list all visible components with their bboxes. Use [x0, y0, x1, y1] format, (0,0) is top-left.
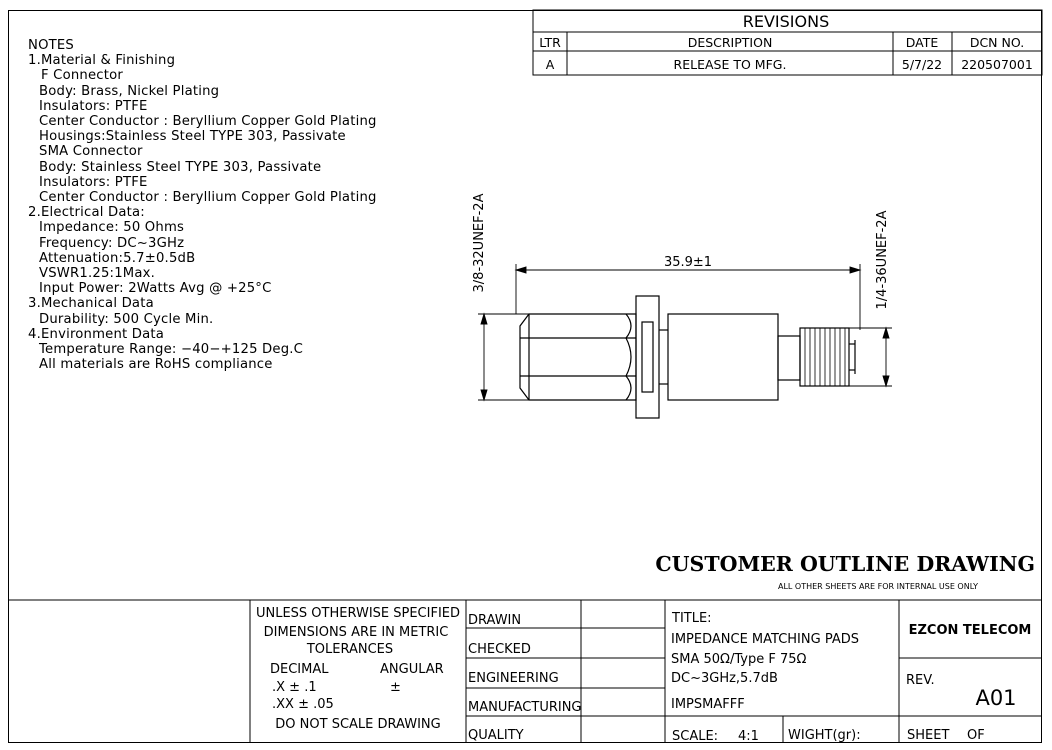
revisions-title: REVISIONS [742, 12, 830, 31]
length-dimension: 35.9±1 [663, 255, 713, 270]
connector-drawing [520, 296, 855, 418]
drawing-subtitle: ALL OTHER SHEETS ARE FOR INTERNAL USE ONLY [777, 582, 978, 591]
title-label: TITLE: [672, 611, 712, 626]
notes-line: VSWR1.25:1Max. [39, 266, 156, 282]
role-checked: CHECKED [468, 642, 531, 657]
tolerance-line-3: TOLERANCES [306, 642, 394, 657]
notes-line: Insulators: PTFE [39, 98, 148, 114]
notes-line: F Connector [41, 68, 123, 84]
revision-description: RELEASE TO MFG. [673, 57, 787, 72]
notes-line: Center Conductor : Beryllium Copper Gold Plating [39, 114, 377, 130]
notes-line: All materials are RoHS compliance [39, 357, 273, 373]
no-scale-note: DO NOT SCALE DRAWING [275, 717, 441, 732]
notes-line: Body: Stainless Steel TYPE 303, Passivate [39, 159, 322, 175]
tolerance-line-1: UNLESS OTHERWISE SPECIFIED [255, 606, 461, 621]
revisions-header-date: DATE [905, 35, 939, 50]
drawing-title: CUSTOMER OUTLINE DRAWING [655, 552, 1035, 576]
company-name: EZCON TELECOM [908, 623, 1032, 638]
right-thread-label: 1/4-36UNEF-2A [875, 210, 890, 310]
notes-line: Input Power: 2Watts Avg @ +25°C [39, 281, 272, 297]
notes-line: Durability: 500 Cycle Min. [39, 311, 214, 327]
title-line-3: DC~3GHz,5.7dB [671, 671, 778, 686]
scale-value: 4:1 [738, 729, 759, 744]
rev-value: A01 [975, 686, 1017, 710]
part-number: IMPSMAFFF [671, 697, 745, 712]
flange [636, 296, 659, 418]
notes-line: Attenuation:5.7±0.5dB [39, 250, 196, 266]
notes-line: Body: Brass, Nickel Plating [39, 83, 220, 99]
weight-label: WIGHT(gr): [788, 728, 861, 743]
notes-line: Frequency: DC~3GHz [39, 235, 185, 251]
notes-line: 2.Electrical Data: [28, 205, 145, 221]
f-connector-body [520, 314, 636, 400]
role-manufacturing: MANUFACTURING [468, 700, 582, 715]
title-line-2: SMA 50Ω/Type F 75Ω [671, 652, 807, 667]
notes-line: 1.Material & Finishing [28, 53, 176, 69]
notes-line: Impedance: 50 Ohms [39, 220, 185, 236]
notes-heading: NOTES [28, 38, 75, 53]
revision-dcn: 220507001 [961, 57, 1033, 72]
revisions-header-description: DESCRIPTION [687, 35, 773, 50]
attenuator-body [668, 314, 778, 400]
notes-line: SMA Connector [39, 144, 143, 160]
notes-line: 3.Mechanical Data [28, 296, 154, 312]
tolerance-decimal: DECIMAL [270, 662, 329, 677]
tolerance-line-2: DIMENSIONS ARE IN METRIC [263, 625, 449, 640]
tolerance-angular: ANGULAR [380, 662, 444, 677]
notes-line: Housings:Stainless Steel TYPE 303, Passivate [39, 129, 346, 145]
sheet-label: SHEET [907, 728, 950, 743]
revisions-header-dcn: DCN NO. [969, 35, 1025, 50]
title-line-1: IMPEDANCE MATCHING PADS [671, 632, 859, 647]
sma-thread [800, 328, 849, 386]
revisions-header-ltr: LTR [539, 35, 561, 50]
tolerance-angular-value: ± [390, 680, 401, 695]
left-thread-label: 3/8-32UNEF-2A [472, 193, 487, 293]
of-label: OF [967, 728, 985, 743]
notes-line: Temperature Range: −40−+125 Deg.C [39, 342, 304, 358]
tolerance-x: .X ± .1 [272, 680, 317, 695]
role-engineering: ENGINEERING [468, 671, 559, 686]
role-quality: QUALITY [468, 728, 524, 743]
revision-date: 5/7/22 [901, 57, 943, 72]
notes-line: Insulators: PTFE [39, 174, 148, 190]
role-drawn: DRAWIN [468, 613, 522, 628]
notes-line: 4.Environment Data [28, 326, 165, 342]
notes-line: Center Conductor : Beryllium Copper Gold Plating [39, 190, 377, 206]
revision-ltr: A [545, 57, 555, 72]
scale-label: SCALE: [672, 729, 719, 744]
tolerance-xx: .XX ± .05 [272, 697, 334, 712]
rev-label: REV. [906, 673, 935, 688]
